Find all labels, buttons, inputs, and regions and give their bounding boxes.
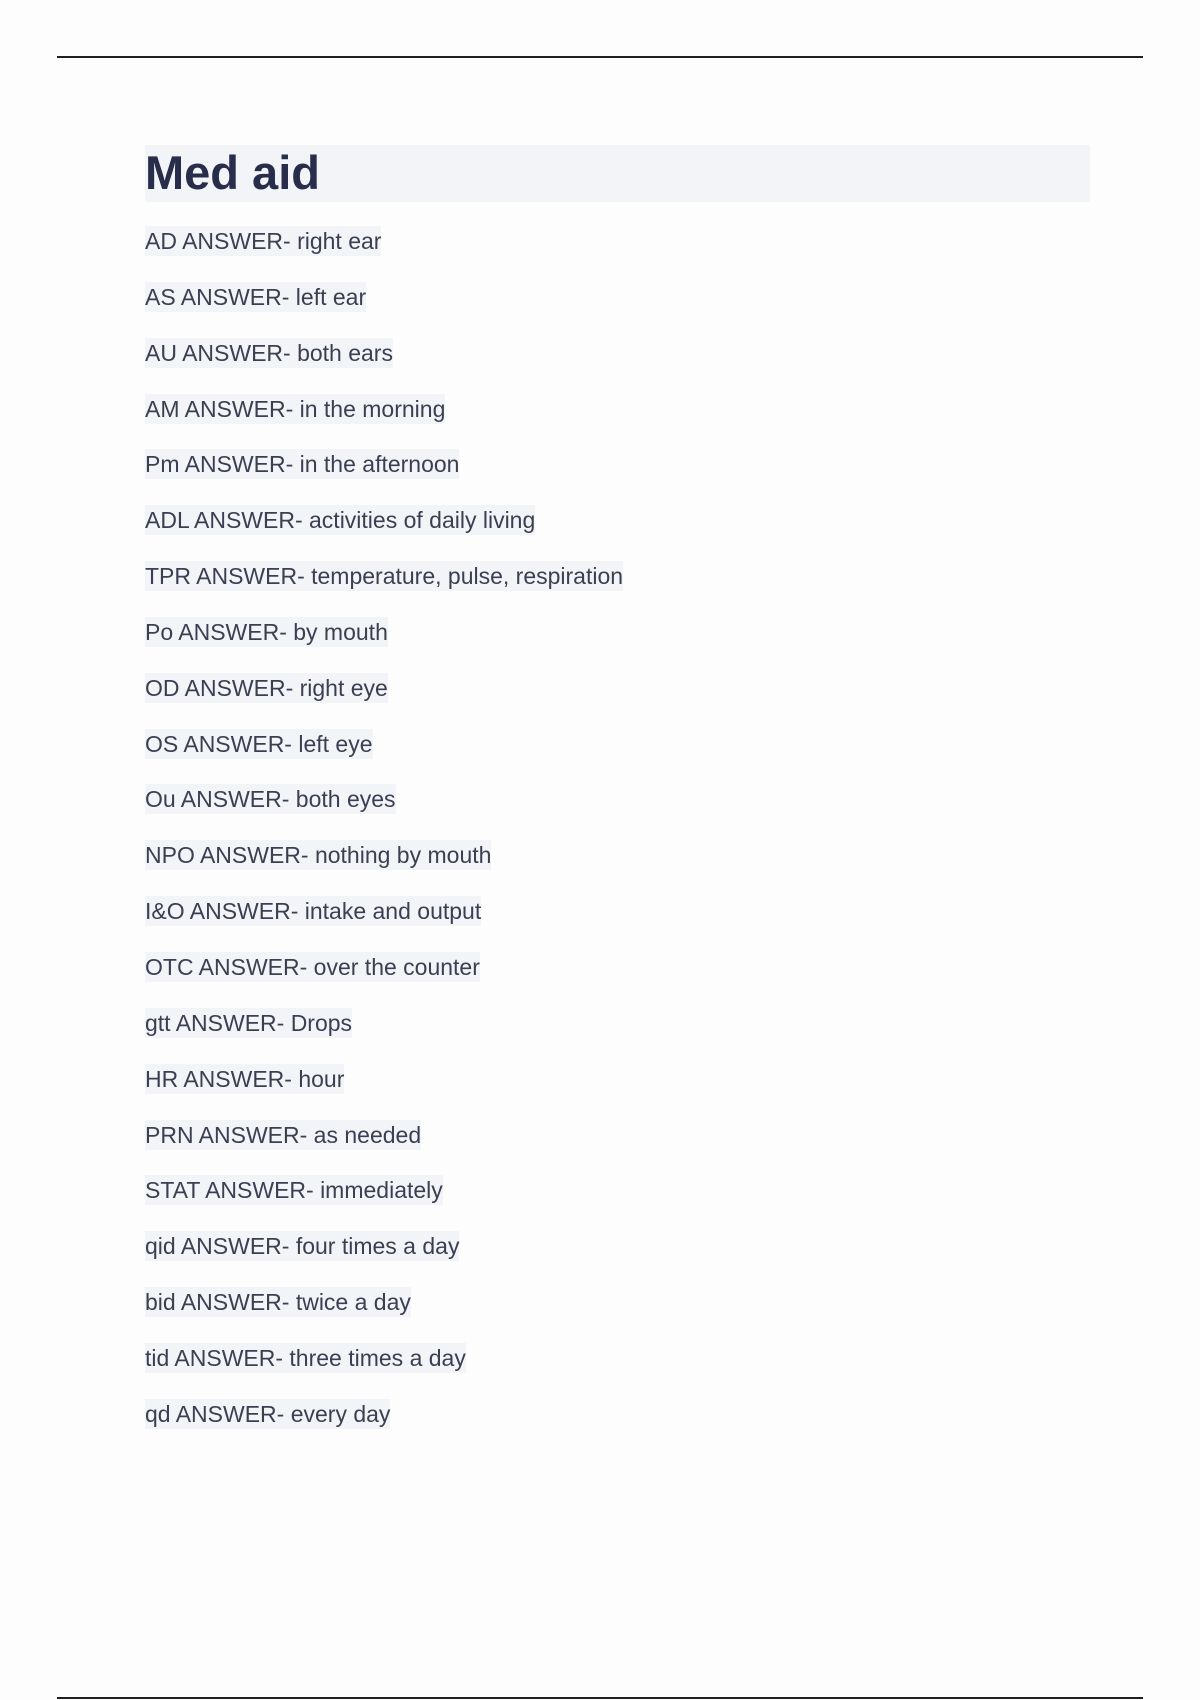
top-divider (57, 56, 1143, 58)
list-item (145, 1343, 623, 1399)
entry-text: qd ANSWER- every day (145, 1400, 391, 1427)
list-item (145, 394, 623, 450)
entry-text: OS ANSWER- left eye (145, 730, 373, 757)
bottom-divider (57, 1697, 1143, 1699)
list-item (145, 282, 623, 338)
list-item (145, 1399, 623, 1455)
list-item (145, 1287, 623, 1343)
entry-text: OTC ANSWER- over the counter (145, 953, 480, 980)
list-item (145, 896, 623, 952)
entry-text: bid ANSWER- twice a day (145, 1289, 411, 1316)
entry-text: TPR ANSWER- temperature, pulse, respiration (145, 563, 624, 590)
entry-text: tid ANSWER- three times a day (145, 1344, 466, 1371)
list-item (145, 1175, 623, 1231)
list-item (145, 952, 623, 1008)
list-item (145, 338, 623, 394)
entry-text: Ou ANSWER- both eyes (145, 786, 396, 813)
list-item (145, 505, 623, 561)
entry-text: qid ANSWER- four times a day (145, 1233, 460, 1260)
list-item (145, 617, 623, 673)
list-item (145, 561, 623, 617)
list-item (145, 1231, 623, 1287)
entry-text: ADL ANSWER- activities of daily living (145, 507, 536, 534)
list-item (145, 1064, 623, 1120)
entry-text: gtt ANSWER- Drops (145, 1009, 353, 1036)
list-item (145, 784, 623, 840)
list-item (145, 840, 623, 896)
list-item (145, 673, 623, 729)
entry-text: PRN ANSWER- as needed (145, 1121, 422, 1148)
list-item (145, 1008, 623, 1064)
list-item (145, 226, 623, 282)
entry-text: HR ANSWER- hour (145, 1065, 345, 1092)
entry-text: Pm ANSWER- in the afternoon (145, 451, 460, 478)
entry-text: AU ANSWER- both ears (145, 339, 393, 366)
entry-text: Po ANSWER- by mouth (145, 618, 388, 645)
entry-text: AD ANSWER- right ear (145, 228, 382, 254)
entry-text: I&O ANSWER- intake and output (145, 898, 482, 925)
flashcard-list (145, 226, 623, 1455)
entry-text: OD ANSWER- right eye (145, 674, 388, 701)
list-item (145, 729, 623, 785)
entry-text: AS ANSWER- left ear (145, 283, 367, 310)
entry-text: AM ANSWER- in the morning (145, 395, 446, 422)
list-item (145, 449, 623, 505)
page-title: Med aid (145, 146, 320, 199)
entry-text: NPO ANSWER- nothing by mouth (145, 842, 492, 869)
entry-text: STAT ANSWER- immediately (145, 1177, 443, 1204)
list-item (145, 1120, 623, 1176)
